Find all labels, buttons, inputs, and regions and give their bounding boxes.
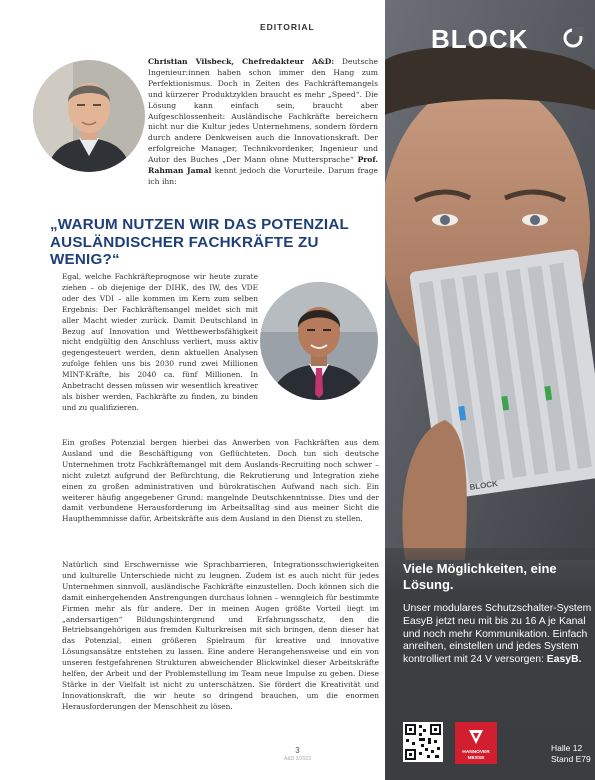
- headline: „WARUM NUTZEN WIR DAS POTENZIAL AUSLÄNDISCHER FACHKRÄFTE ZU WENIG?“: [50, 216, 349, 268]
- intro-text-before: Deutsche Ingenieur:innen haben schon immer den Hang zum Perfektionismus. Doch in Zeiten des Fachkräftemangels und kürzerer Produktzyklen braucht es mehr „Speed“. Die Lösung kann einfach sein, braucht aber Aufgeschlossenheit: Ausländische Fachkräfte bereichern nicht nur die Kultur jedes Unternehmens, sondern fördern durch andere Denkweisen auch die Innovationskraft. Der erfolgreiche Manager, Technikvordenker, Ingenieur und Autor des Buches „Der Mann ohne Muttersprache“: [148, 57, 378, 165]
- block-logo: BLOCK: [431, 24, 529, 54]
- intro-text: [148, 57, 378, 188]
- body-paragraph-3: Natürlich sind Erschwernisse wie Sprachbarrieren, Integrationsschwierigkeiten und kulturelle Unterschiede nicht zu leugnen. Zudem ist es auch nicht für jedes Unternehmen sinnvoll, ausländische Fachkräfte einzustellen. Doch können sich die damit einhergehenden Anstrengungen durchaus lohnen – wenngleich für bestimmte Firmen mehr als für andere. Der in meinen Augen größte Vorteil liegt im „andersartigen“ Bildungshintergrund und Erfahrungsschatz, den die Betriebsangehörigen aus fremden Kulturkreisen mit sich bringen, denn dieser hat das Potenzial, einen größeren Spielraum für kreative und innovative Lösungsansätze entstehen zu lassen. Eine andere Herangehensweise und ein von unseren festgefahrenen Strukturen abweichender Blickwinkel dieser Arbeitskräfte helfen, der Arbeit und der Problemstellung im Team neue Impulse zu geben. Diese Stärke in der Vielfalt ist nicht zu unterschätzen. Sie fördert die Kreativität und Innovationskraft, die wir heute so dringend brauchen, um die enormen Herausforderungen der Menschheit zu lösen.: [62, 560, 379, 711]
- block-advertisement[interactable]: [385, 0, 595, 780]
- ad-tagline: Viele Möglichkeiten, eine Lösung.: [403, 561, 557, 592]
- stand-number: Stand E79: [551, 753, 591, 764]
- section-label: EDITORIAL: [260, 22, 315, 32]
- author-portrait: [33, 60, 145, 172]
- body-paragraph-1: Egal, welche Fachkräfteprognose wir heute zurate ziehen – ob diejenige der DIHK, des IW, des VDE oder des VDI – alle kommen im Kern zum selben Ergebnis: Der Fachkräftemangel meldet sich mit aller Macht wieder zurück. Damit Deutschland in Bezug auf Innovation und Wettbewerbsfähigkeit nicht endgültig den Anschluss verliert, muss aktiv gegengesteuert werden, denn aktuellen Analysen zufolge fehlen uns bis 2030 rund zwei Millionen MINT-Kräfte, bis 2040 ca. fünf Millionen. In Anbetracht dessen müssen wir wesentlich kreativer als bisher werden, Fachkräfte zu finden, zu binden und zu qualifizieren.: [62, 272, 258, 412]
- hannover-messe-mark-icon: [467, 728, 485, 746]
- ad-copy: [403, 603, 593, 667]
- issue-label: A&D 3/2023: [284, 756, 311, 762]
- ad-photo: [385, 0, 595, 560]
- page-number: 3: [295, 746, 300, 755]
- body-paragraph-2: Ein großes Potenzial bergen hierbei das Anwerben von Fachkräften aus dem Ausland und die Beschäftigung von Geflüchteten. Doch tun sich deutsche Unternehmen trotz Fachkräftemangel mit dem Auslands-Recruiting noch schwer – nicht zuletzt aufgrund der Befürchtung, die Rekrutierung und Integration ziehe einen zu großen administrativen und bürokratischen Aufwand nach sich. Ein weiterer häufig angegebener Grund: mangelnde Deutschkenntnisse. Dies und der damit verbundene Herausforderung im Arbeitsalltag sind aus meiner Sicht die Haupthemmnisse dafür, Arbeitskräfte aus dem Ausland in den Dienst zu stellen.: [62, 438, 379, 524]
- intro-author: Christian Vilsbeck, Chefredakteur A&D:: [148, 57, 335, 66]
- ad-product: EasyB.: [546, 654, 582, 666]
- guest-portrait: [260, 282, 378, 400]
- intro-text-after: kennt jedoch die Vorurteile. Darum frage ich ihn:: [148, 166, 378, 186]
- hall-number: Halle 12: [551, 743, 583, 753]
- stand-info: [551, 743, 591, 764]
- hannover-messe-text: HANNOVER MESSE: [462, 750, 490, 761]
- ad-copy-text: Unser modulares Schutzschalter-System EasyB jetzt neu mit bis zu 16 A je Kanal und noch mehr Kommunikation. Einfach anreihen, einstellen und jedes System kontrolliert mit 24 V versorgen:: [403, 603, 592, 666]
- hannover-messe-logo: [455, 722, 497, 764]
- qr-code-icon[interactable]: [403, 722, 443, 762]
- block-logo-mark-icon: [562, 27, 584, 49]
- svg-text:BLOCK: BLOCK: [468, 479, 499, 492]
- intro-guest: Prof. Rahman Jamal: [148, 155, 378, 176]
